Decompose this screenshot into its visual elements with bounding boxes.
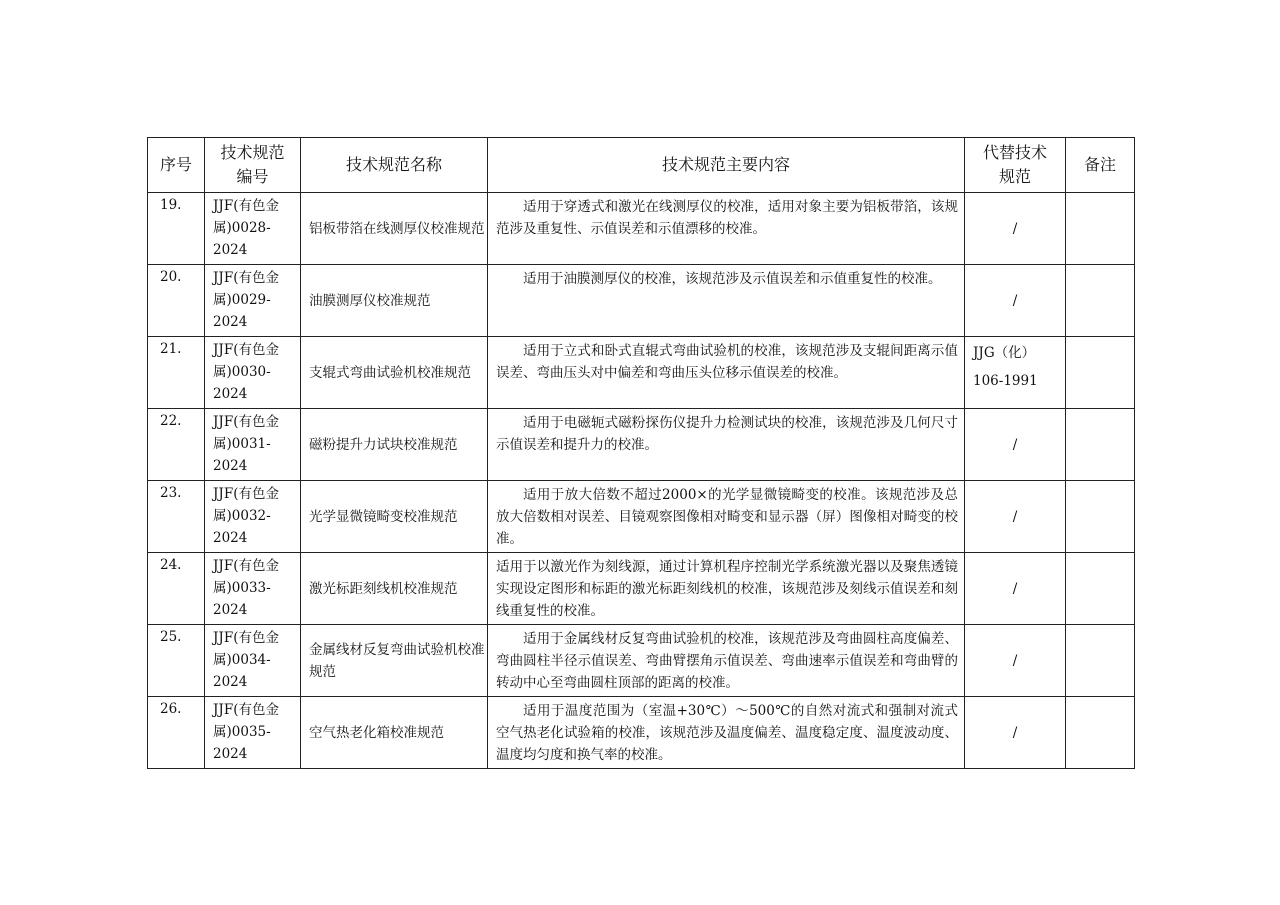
header-no: 序号 <box>148 138 205 193</box>
row-no: 22. <box>148 409 205 481</box>
row-code: JJF(有色金属)0029-2024 <box>205 265 301 337</box>
row-note <box>1066 337 1135 409</box>
table-row <box>148 481 1135 553</box>
row-name: 空气热老化箱校准规范 <box>301 697 488 769</box>
row-note <box>1066 553 1135 625</box>
row-replace: / <box>965 193 1066 265</box>
row-content: 适用于油膜测厚仪的校准，该规范涉及示值误差和示值重复性的校准。 <box>488 265 965 337</box>
row-content: 适用于电磁轭式磁粉探伤仪提升力检测试块的校准，该规范涉及几何尺寸示值误差和提升力的校准。 <box>488 409 965 481</box>
row-no: 25. <box>148 625 205 697</box>
table-row <box>148 409 1135 481</box>
row-name: 铝板带箔在线测厚仪校准规范 <box>301 193 488 265</box>
row-replace: / <box>965 409 1066 481</box>
table-row <box>148 697 1135 769</box>
row-code: JJF(有色金属)0034-2024 <box>205 625 301 697</box>
row-no: 19. <box>148 193 205 265</box>
header-row <box>148 138 1135 193</box>
spec-table <box>147 137 1135 769</box>
row-code: JJF(有色金属)0031-2024 <box>205 409 301 481</box>
row-replace: / <box>965 265 1066 337</box>
header-code: 技术规范编号 <box>205 138 301 193</box>
header-content: 技术规范主要内容 <box>488 138 965 193</box>
row-code: JJF(有色金属)0035-2024 <box>205 697 301 769</box>
table-row <box>148 337 1135 409</box>
row-note <box>1066 697 1135 769</box>
row-content: 适用于放大倍数不超过2000×的光学显微镜畸变的校准。该规范涉及总放大倍数相对误差、目镜观察图像相对畸变和显示器（屏）图像相对畸变的校准。 <box>488 481 965 553</box>
table-row <box>148 625 1135 697</box>
row-content: 适用于以激光作为刻线源，通过计算机程序控制光学系统激光器以及聚焦透镜实现设定图形和标距的激光标距刻线机的校准，该规范涉及刻线示值误差和刻线重复性的校准。 <box>488 553 965 625</box>
row-content: 适用于金属线材反复弯曲试验机的校准，该规范涉及弯曲圆柱高度偏差、弯曲圆柱半径示值误差、弯曲臂摆角示值误差、弯曲速率示值误差和弯曲臂的转动中心至弯曲圆柱顶部的距离的校准。 <box>488 625 965 697</box>
header-note: 备注 <box>1066 138 1135 193</box>
row-no: 20. <box>148 265 205 337</box>
row-note <box>1066 193 1135 265</box>
row-code: JJF(有色金属)0032-2024 <box>205 481 301 553</box>
row-code: JJF(有色金属)0028-2024 <box>205 193 301 265</box>
row-replace: / <box>965 553 1066 625</box>
table-row <box>148 193 1135 265</box>
row-content: 适用于穿透式和激光在线测厚仪的校准，适用对象主要为铝板带箔，该规范涉及重复性、示值误差和示值漂移的校准。 <box>488 193 965 265</box>
table-row <box>148 553 1135 625</box>
row-content: 适用于立式和卧式直辊式弯曲试验机的校准，该规范涉及支辊间距离示值误差、弯曲压头对中偏差和弯曲压头位移示值误差的校准。 <box>488 337 965 409</box>
row-name: 油膜测厚仪校准规范 <box>301 265 488 337</box>
row-content: 适用于温度范围为（室温+30℃）～500℃的自然对流式和强制对流式空气热老化试验箱的校准，该规范涉及温度偏差、温度稳定度、温度波动度、温度均匀度和换气率的校准。 <box>488 697 965 769</box>
row-note <box>1066 481 1135 553</box>
row-replace: / <box>965 697 1066 769</box>
row-name: 支辊式弯曲试验机校准规范 <box>301 337 488 409</box>
row-replace: / <box>965 481 1066 553</box>
row-note <box>1066 265 1135 337</box>
row-note <box>1066 409 1135 481</box>
row-no: 23. <box>148 481 205 553</box>
row-name: 光学显微镜畸变校准规范 <box>301 481 488 553</box>
row-name: 金属线材反复弯曲试验机校准规范 <box>301 625 488 697</box>
row-code: JJF(有色金属)0033-2024 <box>205 553 301 625</box>
row-no: 26. <box>148 697 205 769</box>
header-name: 技术规范名称 <box>301 138 488 193</box>
row-no: 21. <box>148 337 205 409</box>
row-replace: JJG（化）106-1991 <box>965 337 1066 409</box>
row-name: 激光标距刻线机校准规范 <box>301 553 488 625</box>
table-row <box>148 265 1135 337</box>
row-no: 24. <box>148 553 205 625</box>
row-code: JJF(有色金属)0030-2024 <box>205 337 301 409</box>
header-replace: 代替技术规范 <box>965 138 1066 193</box>
row-name: 磁粉提升力试块校准规范 <box>301 409 488 481</box>
row-note <box>1066 625 1135 697</box>
row-replace: / <box>965 625 1066 697</box>
